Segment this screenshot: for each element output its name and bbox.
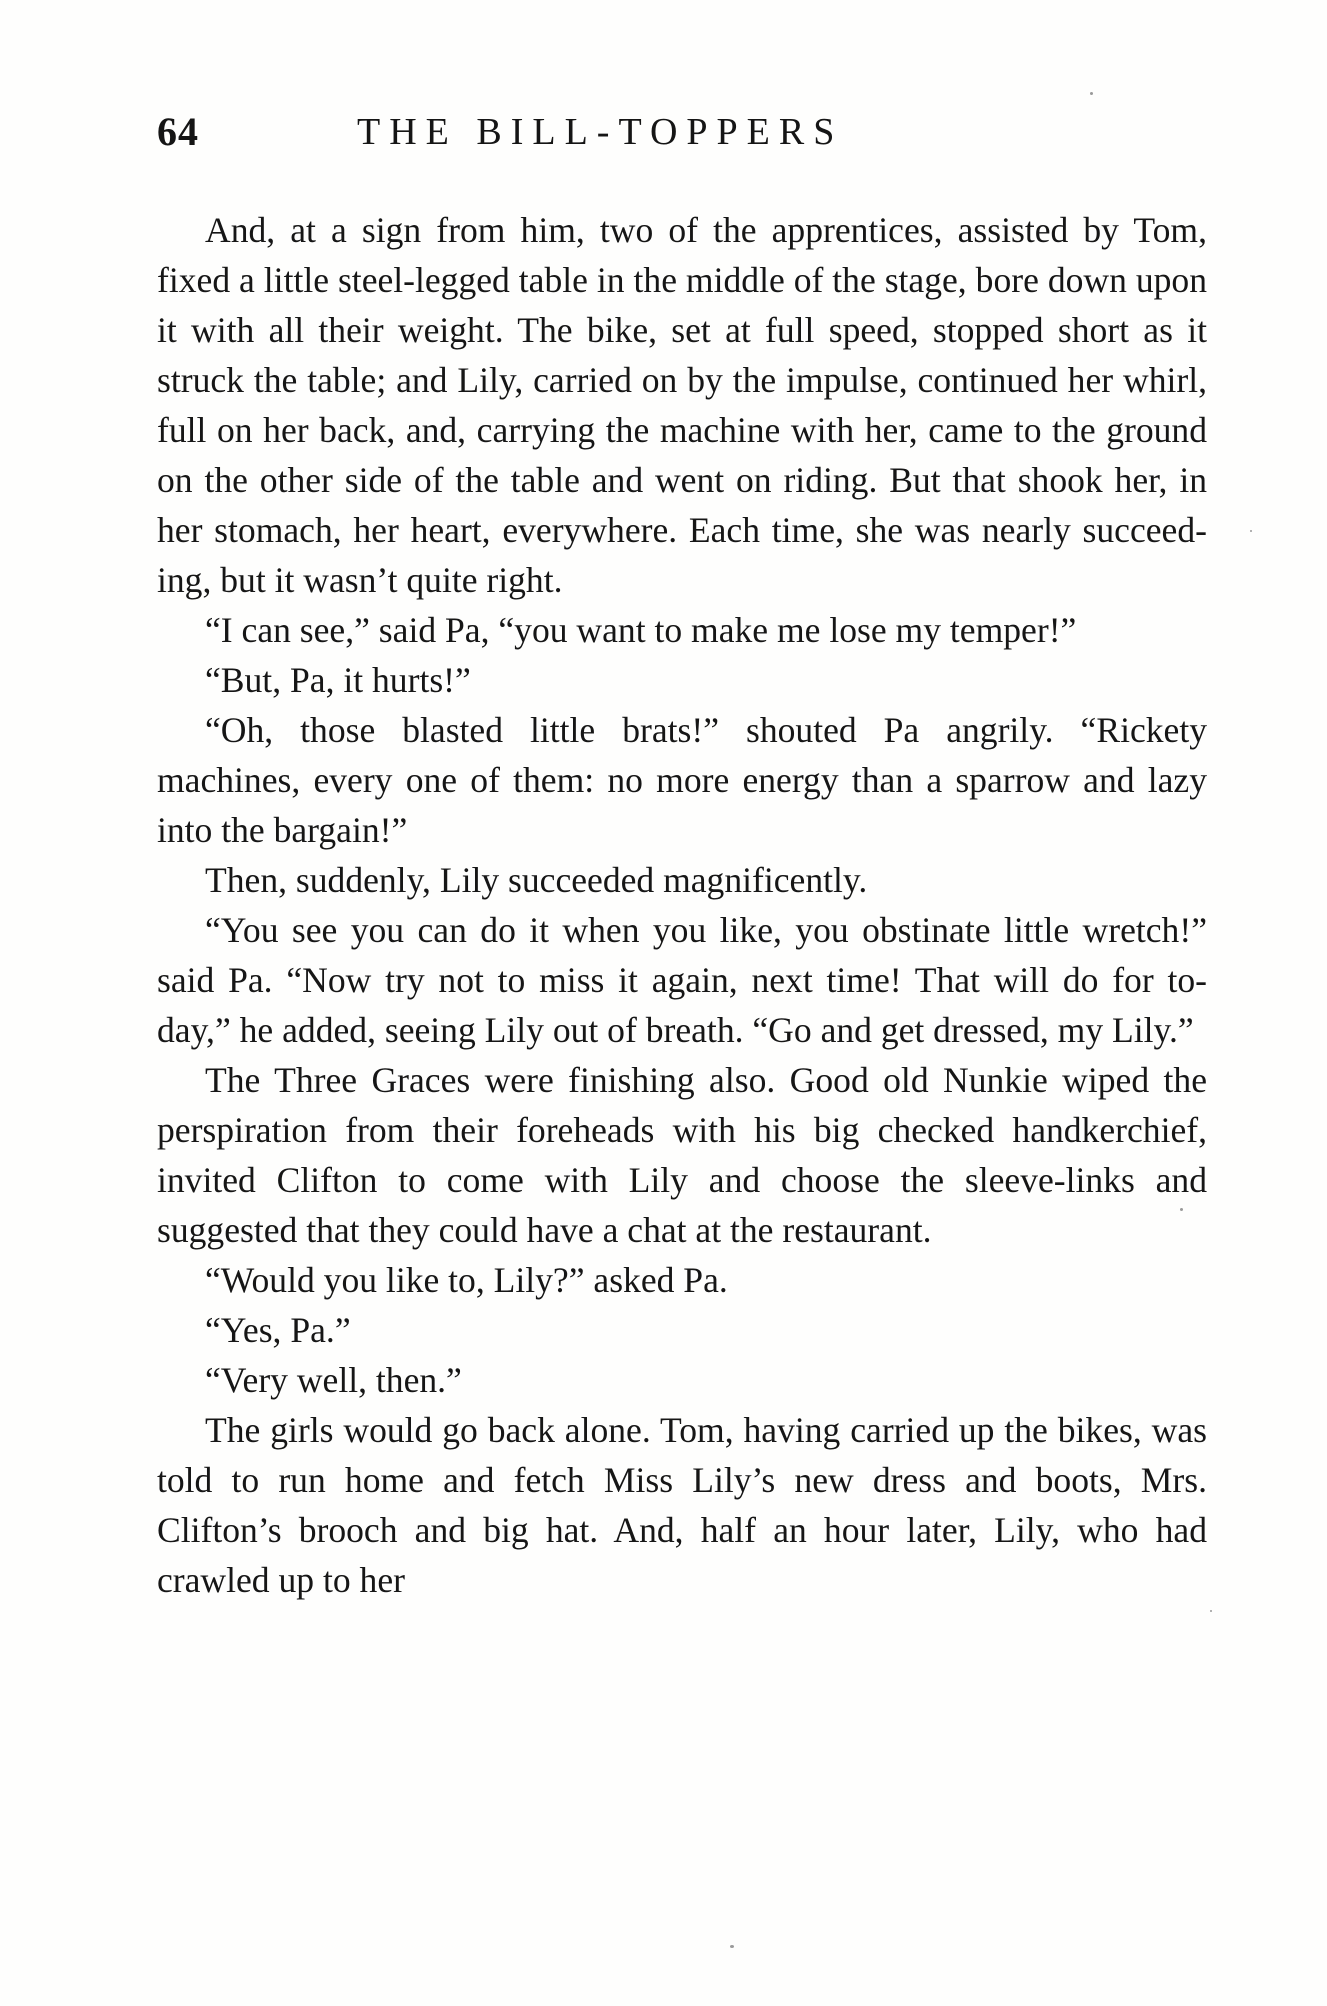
paragraph: “You see you can do it when you like, you obstinate little wretch!” said Pa. “Now try not to miss it again, next time! That will do for to-day,” he added, seeing Lily out of breath. “Go and get dressed, my Lily.”	[157, 910, 1207, 1050]
paragraph: The girls would go back alone. Tom, having carried up the bikes, was told to run home and fetch Miss Lily’s new dress and boots, Mrs. Clifton’s brooch and big hat. And, half an hour later, Lily, who had crawled up to her	[157, 1410, 1207, 1600]
paragraph: “Very well, then.”	[205, 1360, 462, 1400]
paragraph: “Would you like to, Lily?” asked Pa.	[205, 1260, 728, 1300]
paper-speck	[1210, 1610, 1212, 1612]
paragraph: “Oh, those blasted little brats!” shouted Pa angrily. “Rickety machines, every one of them: no more energy than a sparrow and lazy into the bargain!”	[157, 710, 1207, 850]
paper-speck	[1250, 530, 1252, 532]
running-title: THE BILL-TOPPERS	[357, 111, 844, 153]
page-number: 64	[157, 109, 199, 154]
paragraph: Then, suddenly, Lily succeeded magnificently.	[205, 860, 868, 900]
paragraph: The Three Graces were finishing also. Good old Nunkie wiped the perspiration from their foreheads with his big checked handkerchief, invited Clifton to come with Lily and choose the sleeve-links and suggested that they could have a chat at the restaurant.	[157, 1060, 1207, 1250]
paragraph: “But, Pa, it hurts!”	[205, 660, 471, 700]
running-head	[157, 108, 1207, 168]
paragraph: And, at a sign from him, two of the apprentices, assisted by Tom, fixed a little steel-legged table in the middle of the stage, bore down upon it with all their weight. The bike, set at full speed, stopped short as it struck the table; and Lily, carried on by the impulse, continued her whirl, full on her back, and, carrying the machine with her, came to the ground on the other side of the table and went on riding. But that shook her, in her stomach, her heart, everywhere. Each time, she was nearly succeeding, but it wasn’t quite right.	[157, 210, 1207, 600]
paper-speck	[1180, 1208, 1183, 1211]
paragraph: “Yes, Pa.”	[205, 1310, 351, 1350]
paragraph: “I can see,” said Pa, “you want to make me lose my temper!”	[205, 610, 1077, 650]
paper-speck	[1090, 92, 1093, 95]
body-text	[157, 205, 1207, 1605]
paper-speck	[730, 1945, 734, 1948]
